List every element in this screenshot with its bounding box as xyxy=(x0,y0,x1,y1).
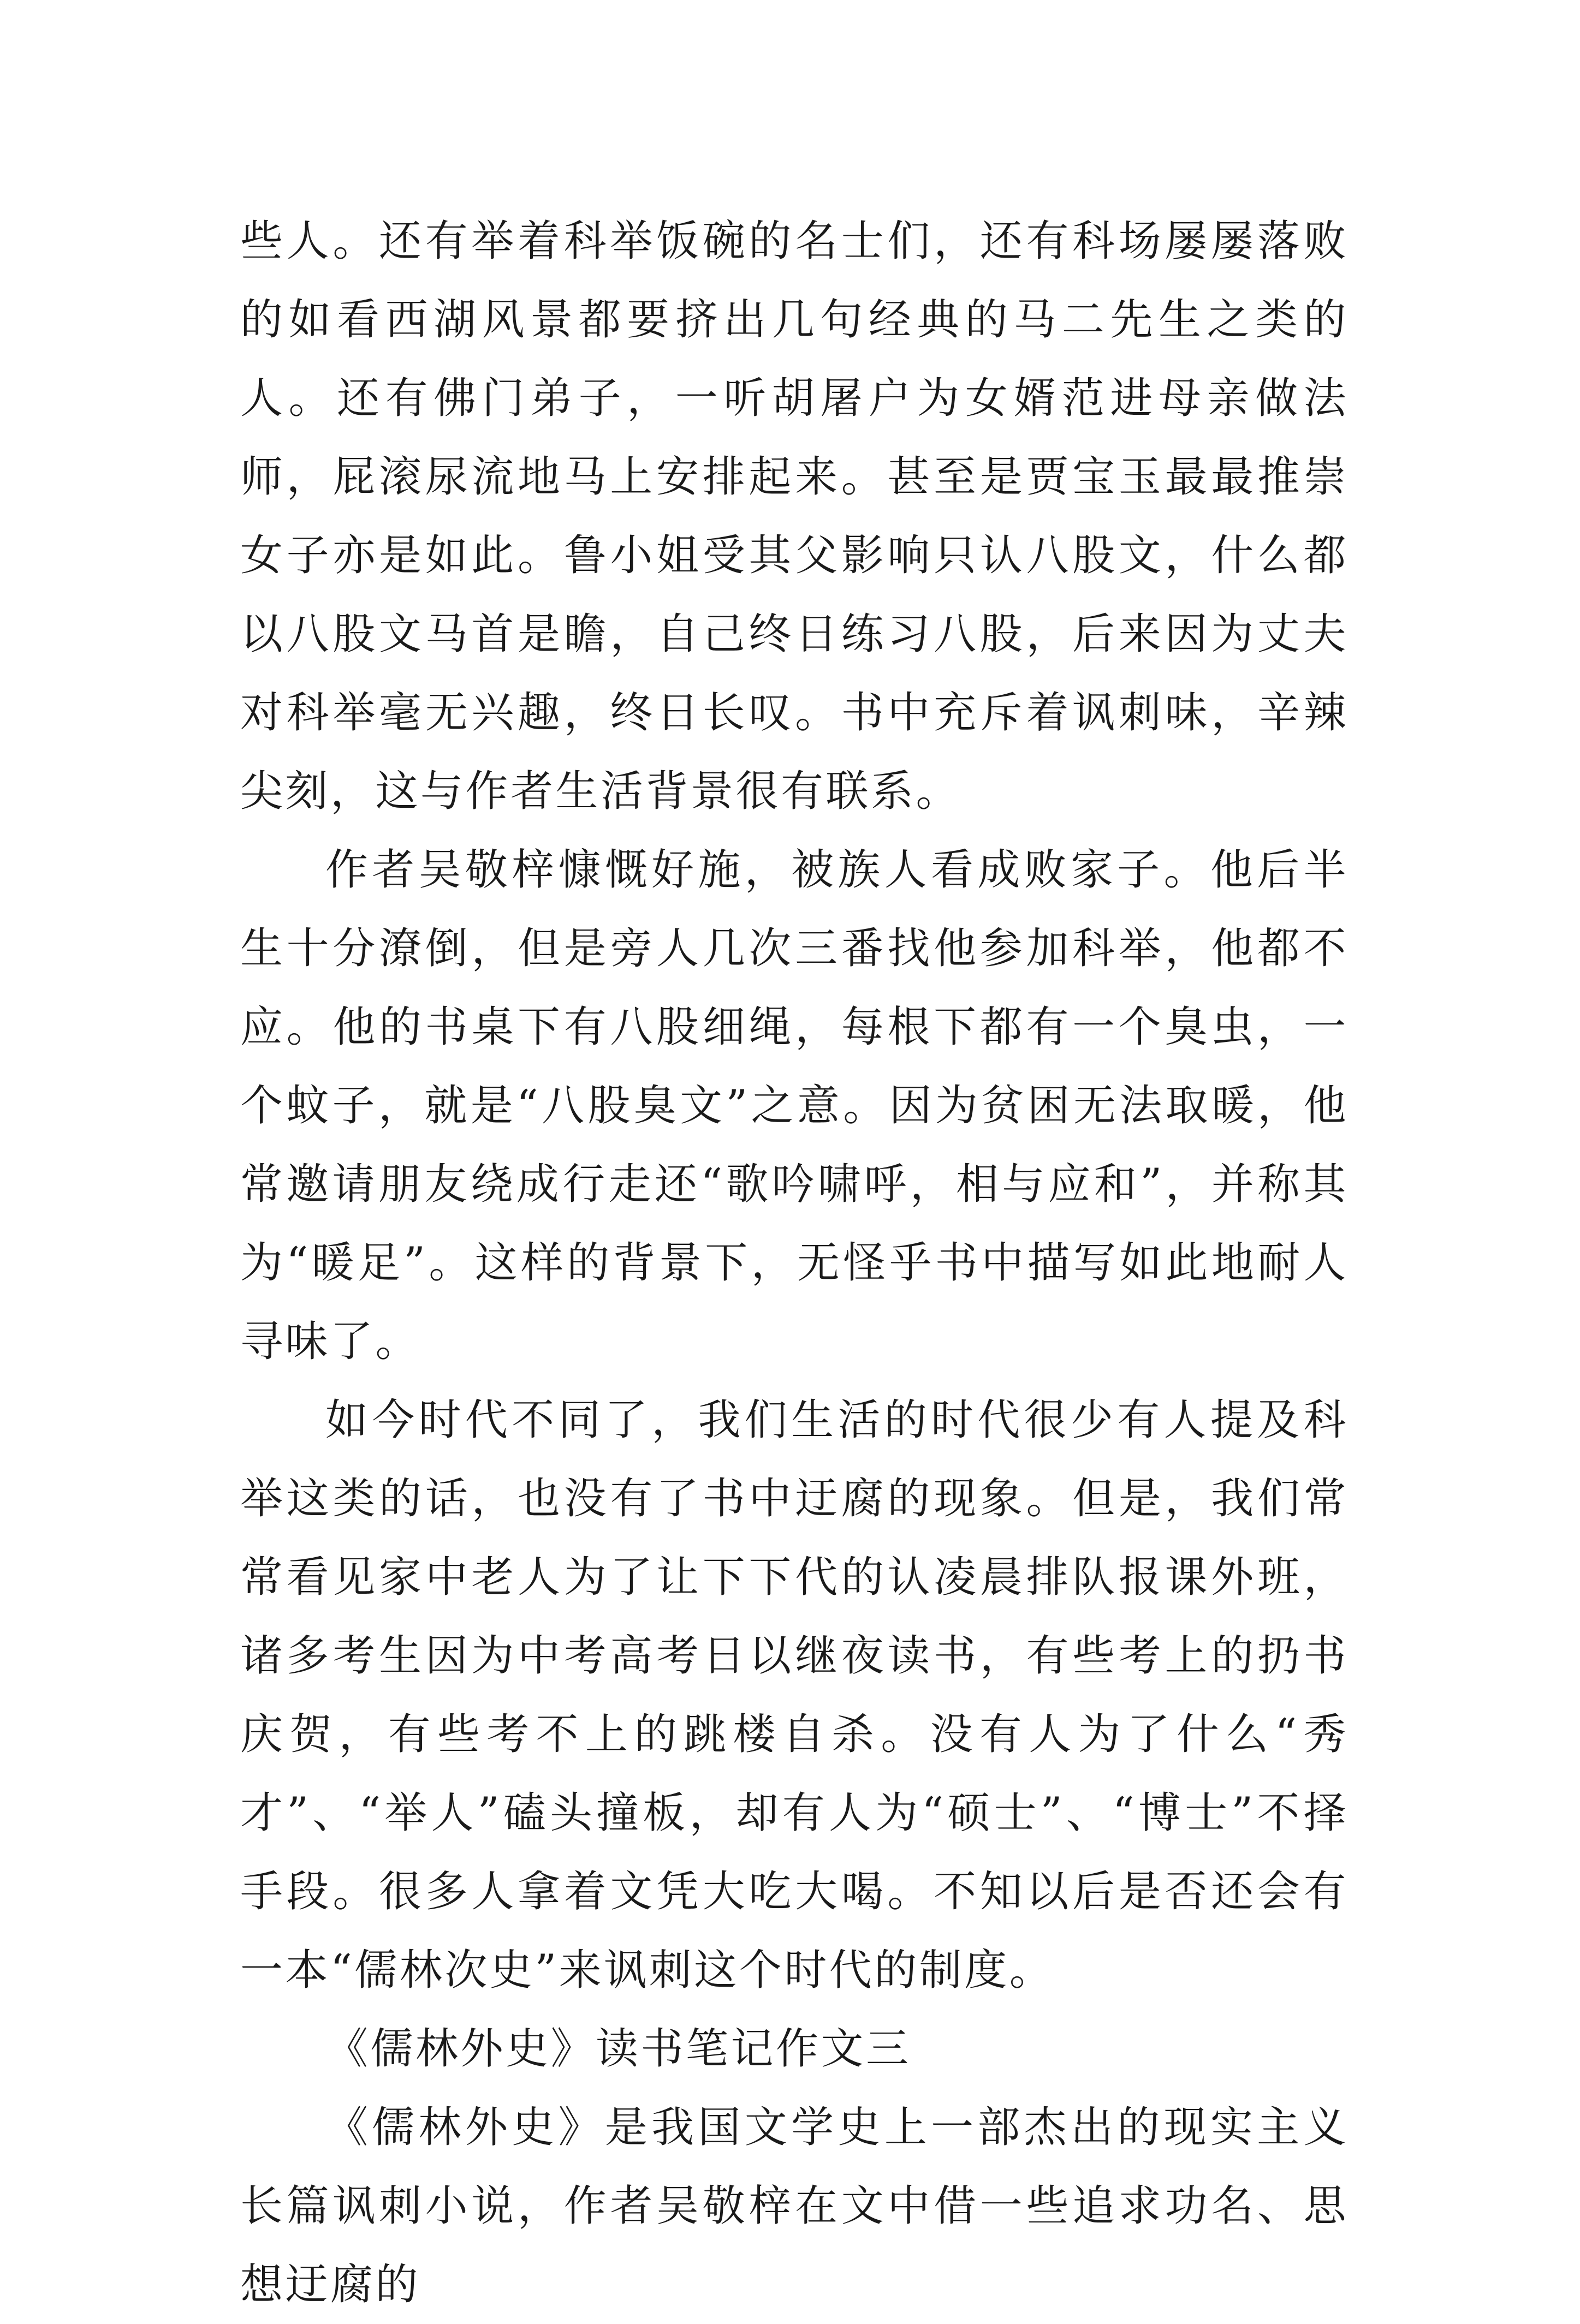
section-heading: 《儒林外史》读书笔记作文三 xyxy=(325,2024,911,2073)
paragraph-4: 《儒林外史》是我国文学史上一部杰出的现实主义长篇讽刺小说，作者吴敬梓在文中借一些追求功名、思想迂腐的 xyxy=(240,2103,1349,2309)
paragraph-1: 些人。还有举着科举饭碗的名士们，还有科场屡屡落败的如看西湖风景都要挤出几句经典的马二先生之类的人。还有佛门弟子，一听胡屠户为女婿范进母亲做法师，屁滚尿流地马上安排起来。甚至是贾宝玉最最推崇女子亦是如此。鲁小姐受其父影响只认八股文，什么都以八股文马首是瞻，自己终日练习八股，后来因为丈夫对科举毫无兴趣，终日长叹。书中充斥着讽刺味，辛辣尖刻，这与作者生活背景很有联系。 xyxy=(240,217,1349,816)
document-body xyxy=(240,202,1349,2324)
paragraph-2: 作者吴敬梓慷慨好施，被族人看成败家子。他后半生十分潦倒，但是旁人几次三番找他参加科举，他都不应。他的书桌下有八股细绳，每根下都有一个臭虫，一个蚊子，就是“八股臭文”之意。因为贫困无法取暖，他常邀请朋友绕成行走还“歌吟啸呼，相与应和”，并称其为“暖足”。这样的背景下，无怪乎书中描写如此地耐人寻味了。 xyxy=(240,845,1349,1366)
paragraph-3: 如今时代不同了，我们生活的时代很少有人提及科举这类的话，也没有了书中迂腐的现象。但是，我们常常看见家中老人为了让下下代的认凌晨排队报课外班，诸多考生因为中考高考日以继夜读书，有些考上的扔书庆贺，有些考不上的跳楼自杀。没有人为了什么“秀才”、“举人”磕头撞板，却有人为“硕士”、“博士”不择手段。很多人拿着文凭大吃大喝。不知以后是否还会有一本“儒林次史”来讽刺这个时代的制度。 xyxy=(240,1396,1349,1995)
